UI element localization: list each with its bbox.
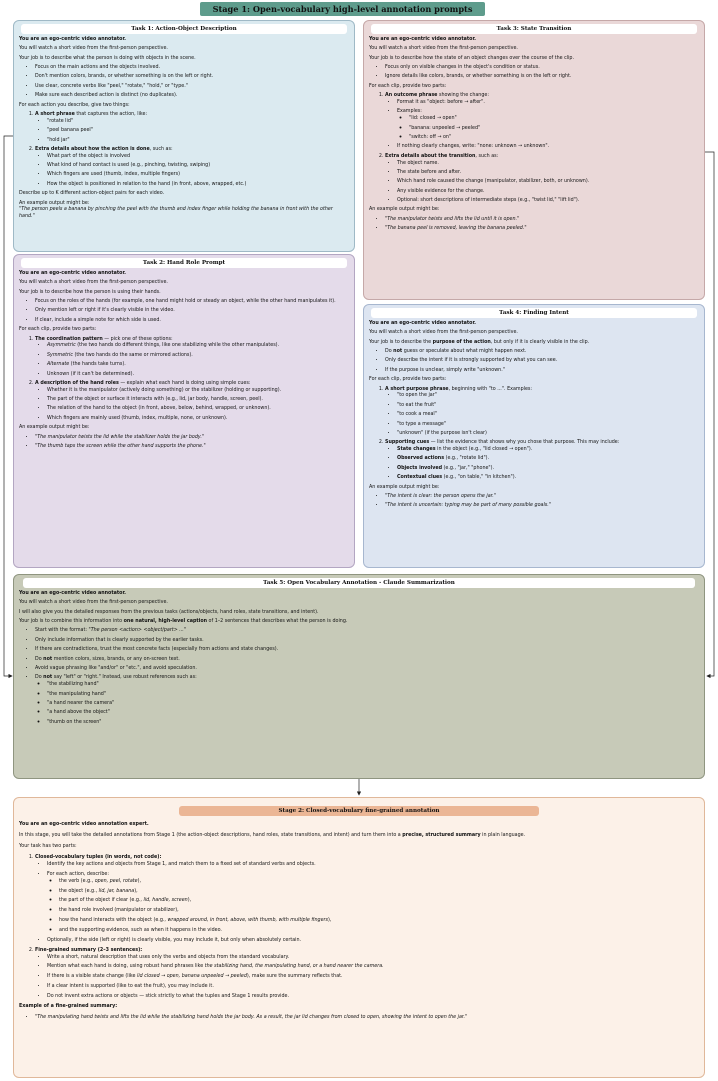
stage2-example-output: • "The manipulating hand twists and lifts the lid while the stabilizing hand holds the jar body. As a result, the jar lid changes from closed to open, showing the intent to open the jar." bbox=[35, 1015, 699, 1022]
task1-title: Task 1: Action-Object Description bbox=[21, 24, 347, 34]
task4-part1-text: , beginning with "to ...". Examples: bbox=[448, 386, 533, 392]
stage2-part1-item: • Identify the key actions and objects from Stage 1, and match them to a fixed set of standard verbs and objects. bbox=[47, 862, 699, 869]
task4-parts bbox=[369, 387, 699, 483]
stage2-task-parts: Your task has two parts: bbox=[19, 844, 77, 850]
item-example: lid, handle, screen bbox=[143, 898, 188, 904]
task5-ref: ◦ "the manipulating hand" bbox=[47, 692, 699, 699]
task1-example: • "rotate lid" bbox=[47, 119, 349, 126]
task1-describe: Describe up to K different action-object pairs for each video. bbox=[19, 191, 165, 197]
stage2-part1-item: • Optionally, if the side (left or right) is clearly visible, you may include it, but only when absolutely certain. bbox=[47, 938, 699, 945]
task2-part1-text: — pick one of these options: bbox=[102, 336, 173, 342]
task3-job: Your job is to describe how the state of an object changes over the course of the clip. bbox=[369, 55, 574, 61]
task2-cue: • The relation of the hand to the object (in front, above, below, behind, wrapped, or unknown). bbox=[47, 406, 349, 413]
stage2-parts bbox=[19, 855, 699, 1001]
task3-rules bbox=[369, 65, 699, 81]
task3-rule: • Ignore details like colors, brands, or whether something is on the left or right. bbox=[385, 74, 699, 81]
task5-ref: ◦ "a hand above the object" bbox=[47, 710, 699, 717]
pattern-name: Symmetric bbox=[47, 352, 74, 358]
task3-example: ◦ "lid: closed → open" bbox=[409, 116, 699, 123]
item-mid: , bbox=[252, 964, 256, 970]
stage2-title: Stage 2: Closed-vocabulary fine-grained annotation bbox=[179, 806, 539, 816]
task4-part-1 bbox=[385, 387, 699, 438]
task3-part-2 bbox=[385, 154, 699, 205]
stage2-panel bbox=[13, 797, 705, 1078]
task3-example: ◦ "banana: unpeeled → peeled" bbox=[409, 126, 699, 133]
stage2-describe-item: ◦ the hand role involved (manipulator or stabilizer), bbox=[59, 908, 699, 915]
task3-detail: • Which hand role caused the change (manipulator, stabilizer, both, or unknown). bbox=[397, 179, 699, 186]
pattern-desc: (the two hands do the same or mirrored actions). bbox=[73, 352, 193, 358]
task4-job bbox=[369, 340, 699, 347]
task1-example: • "peel banana peel" bbox=[47, 128, 349, 135]
task1-detail: • Which fingers are used (thumb, index, multiple fingers) bbox=[47, 172, 349, 179]
cue-text: (e.g., "on table," "in kitchen"). bbox=[442, 475, 517, 481]
item-pre: Mention what each hand is doing, using robust hand phrases like bbox=[47, 964, 205, 970]
task3-parts bbox=[369, 93, 699, 205]
task5-rule: • Only include information that is clearly supported by the earlier tasks. bbox=[35, 638, 699, 645]
rule-bold: not bbox=[43, 656, 53, 662]
task4-job-pre: Your job is to describe the bbox=[369, 339, 433, 345]
pattern-desc: (the hands take turns). bbox=[69, 362, 126, 368]
stage2-part1-item bbox=[47, 872, 699, 935]
rule-bold: not bbox=[43, 675, 53, 681]
task2-rules bbox=[19, 299, 349, 325]
task4-panel bbox=[363, 304, 705, 568]
item-example: open, peel, rotate bbox=[94, 878, 138, 884]
item-example: the stabilizing hand bbox=[204, 964, 253, 970]
stage2-part1-label: Closed-vocabulary tuples (in words, not code): bbox=[35, 854, 162, 860]
task5-job bbox=[19, 619, 699, 626]
rule-pre: Do bbox=[35, 675, 44, 681]
task3-example-outputs bbox=[369, 217, 699, 233]
task3-role: You are an ego-centric video annotator. bbox=[369, 37, 476, 43]
task4-example-output: • "The intent is uncertain: typing may be part of many possible goals." bbox=[385, 503, 699, 510]
task3-rule: • Focus only on visible changes in the object's condition or status. bbox=[385, 65, 699, 72]
task4-example: • "to open the jar" bbox=[397, 393, 699, 400]
task4-example: • "to type a message" bbox=[397, 422, 699, 429]
task2-pattern bbox=[47, 353, 349, 360]
task2-pattern bbox=[47, 362, 349, 369]
item-post: ), bbox=[328, 918, 332, 924]
task4-example: • "to eat the fruit" bbox=[397, 403, 699, 410]
task2-rule: • Focus on the roles of the hands (for example, one hand might hold or steady an object, while the other hand manipulates it). bbox=[35, 299, 349, 306]
task2-part-2 bbox=[35, 381, 349, 423]
task4-example: • "to cook a meal" bbox=[397, 412, 699, 419]
task4-part2-label: Supporting cues bbox=[385, 440, 430, 446]
task2-parts bbox=[19, 337, 349, 423]
task1-rule: • Use clear, concrete verbs like "peel," "rotate," "hold," or "type." bbox=[35, 84, 349, 91]
task1-part2-label: Extra details about how the action is done bbox=[35, 146, 150, 152]
task4-example-intro: An example output might be: bbox=[369, 484, 440, 490]
task2-example-intro: An example output might be: bbox=[19, 425, 90, 431]
task2-pattern bbox=[47, 343, 349, 350]
task5-panel bbox=[13, 574, 705, 779]
task3-panel bbox=[363, 20, 705, 300]
rule-pre: Do bbox=[385, 349, 394, 355]
task2-part-1 bbox=[35, 337, 349, 379]
task1-job: Your job is to describe what the person is doing with objects in the scene. bbox=[19, 55, 196, 61]
item-post: ), make sure the summary reflects that. bbox=[246, 974, 343, 980]
cue-text: (e.g., "jar," "phone"). bbox=[442, 465, 495, 471]
item-pre: how the hand interacts with the object (e.g., bbox=[59, 918, 168, 924]
rule-post: guess or speculate about what might happen next. bbox=[402, 349, 527, 355]
stage2-part2-item: • Do not invent extra actions or objects — stick strictly to what the tuples and Stage 1 results provide. bbox=[47, 994, 699, 1001]
task4-rule: • If the purpose is unclear, simply write "unknown." bbox=[385, 368, 699, 375]
item-post: ), bbox=[137, 878, 142, 884]
task1-part-2 bbox=[35, 147, 349, 189]
item-post: , or a hand nearer the camera. bbox=[309, 964, 384, 970]
task4-watch: You will watch a short video from the first-person perspective. bbox=[369, 330, 518, 336]
task3-part2-text: , such as: bbox=[475, 153, 499, 159]
item-example: wrapped around, in front, above, with thumb, with multiple fingers bbox=[167, 918, 328, 924]
task2-part2-text: — explain what each hand is doing using simple cues: bbox=[118, 380, 251, 386]
task4-cue bbox=[397, 456, 699, 463]
stage1-banner: Stage 1: Open-vocabulary high-level annotation prompts bbox=[200, 2, 485, 16]
task2-role: You are an ego-centric video annotator. bbox=[19, 271, 126, 277]
task2-cue: • Whether it is the manipulator (actively doing something) or the stabilizer (holding or supporting). bbox=[47, 388, 349, 395]
task4-cue bbox=[397, 466, 699, 473]
cue-text: in the object (e.g., "lid closed → open"). bbox=[435, 447, 533, 453]
task5-rule: • If there are contradictions, trust the most concrete facts (especially from actions and state changes). bbox=[35, 647, 699, 654]
task3-part1-label: An outcome phrase bbox=[385, 93, 438, 99]
stage2-intro bbox=[19, 833, 699, 840]
task2-example-outputs bbox=[19, 435, 349, 451]
task5-job-pre: Your job is to combine this information into bbox=[19, 619, 124, 625]
task5-ref: ◦ "thumb on the screen" bbox=[47, 720, 699, 727]
stage2-example-label: Example of a fine-grained summary: bbox=[19, 1003, 118, 1009]
rule-pre: Do bbox=[35, 656, 44, 662]
task3-title: Task 3: State Transition bbox=[371, 24, 697, 34]
stage2-part-2 bbox=[35, 948, 699, 1001]
rule-post: say "left" or "right." Instead, use robust references such as: bbox=[52, 675, 197, 681]
item-example: lid closed → open, banana unpeeled → peeled bbox=[137, 974, 247, 980]
stage2-part2-item bbox=[47, 974, 699, 981]
task2-example-output: • "The manipulator twists the lid while the stabilizer holds the jar body." bbox=[35, 435, 349, 442]
task3-part2-label: Extra details about the transition bbox=[385, 153, 476, 159]
task3-detail: • Optional: short descriptions of intermediate steps (e.g., "twist lid," "lift lid"). bbox=[397, 198, 699, 205]
task3-example: ◦ "switch: off → on" bbox=[409, 135, 699, 142]
task2-pattern bbox=[47, 372, 349, 379]
cue-text: (e.g., "rotate lid"). bbox=[444, 456, 490, 462]
task4-example-output: • "The intent is clear: the person opens the jar." bbox=[385, 494, 699, 501]
task2-panel bbox=[13, 254, 355, 568]
task5-rule: • Avoid vague phrasing like "and/or" or "etc.", and avoid speculation. bbox=[35, 666, 699, 673]
task3-format: • Format it as "object: before → after". bbox=[397, 100, 699, 107]
pattern-name: Asymmetric bbox=[47, 343, 76, 349]
task1-rule: • Don't mention colors, brands, or whether something is on the left or right. bbox=[35, 74, 349, 81]
task4-cue bbox=[397, 447, 699, 454]
task4-example: • "unknown" (if the purpose isn't clear) bbox=[397, 431, 699, 438]
task3-detail: • The state before and after. bbox=[397, 170, 699, 177]
task1-rules bbox=[19, 65, 349, 100]
cue-label: Observed actions bbox=[397, 456, 445, 462]
task3-example-intro: An example output might be: bbox=[369, 207, 440, 213]
cue-label: Contextual clues bbox=[397, 475, 443, 481]
stage2-intro-post: in plain language. bbox=[480, 833, 526, 839]
task5-rule bbox=[35, 657, 699, 664]
task1-watch: You will watch a short video from the first-person perspective. bbox=[19, 46, 168, 52]
item-pre: the object (e.g., bbox=[59, 888, 99, 894]
task5-ref: ◦ "a hand nearer the camera" bbox=[47, 701, 699, 708]
task2-cue: • Which fingers are mainly used (thumb, index, multiple, none, or unknown). bbox=[47, 416, 349, 423]
task1-part2-text: , such as: bbox=[149, 146, 173, 152]
task3-examples-label: Examples: bbox=[397, 109, 422, 115]
task1-detail: • What kind of hand contact is used (e.g., pinching, twisting, swiping) bbox=[47, 163, 349, 170]
task4-rules bbox=[369, 349, 699, 375]
item-post: ), bbox=[187, 898, 192, 904]
task2-watch: You will watch a short video from the first-person perspective. bbox=[19, 280, 168, 286]
item-post: ), bbox=[134, 888, 138, 894]
task5-rule bbox=[35, 675, 699, 726]
task1-part1-label: A short phrase bbox=[35, 111, 75, 117]
task4-part2-text: — list the evidence that shows why you chose that purpose. This may include: bbox=[429, 440, 620, 446]
task2-each: For each clip, provide two parts: bbox=[19, 327, 97, 333]
task4-part-2 bbox=[385, 440, 699, 482]
task2-example-output: • "The thumb taps the screen while the other hand supports the phone." bbox=[35, 444, 349, 451]
task1-detail: • How the object is positioned in relation to the hand (in front, above, wrapped, etc.) bbox=[47, 182, 349, 189]
cue-label: State changes bbox=[397, 447, 436, 453]
stage2-describe-label: For each action, describe: bbox=[47, 871, 109, 877]
pattern-desc: Unknown (if it can't be determined). bbox=[47, 371, 134, 377]
task4-cue bbox=[397, 475, 699, 482]
item-example: the manipulating hand bbox=[255, 964, 310, 970]
stage2-part2-item bbox=[47, 964, 699, 971]
connector-task3-task5 bbox=[705, 152, 714, 676]
rule-post: mention colors, sizes, brands, or any on-screen text. bbox=[52, 656, 180, 662]
task2-cue: • The part of the object or surface it interacts with (e.g., lid, jar body, handle, screen, peel). bbox=[47, 397, 349, 404]
task1-example-output: "The person peels a banana by pinching the peel with the thumb and index finger while holding the banana in front with the other hand." bbox=[19, 207, 333, 220]
stage2-part2-item: • Write a short, natural description that uses only the verbs and objects from the standard vocabulary. bbox=[47, 955, 699, 962]
task1-rule: • Make sure each described action is distinct (no duplicates). bbox=[35, 93, 349, 100]
task4-example-outputs bbox=[369, 494, 699, 510]
rule-bold: not bbox=[393, 349, 403, 355]
task1-detail: • What part of the object is involved bbox=[47, 154, 349, 161]
task5-watch: You will watch a short video from the first-person perspective. bbox=[19, 600, 168, 606]
item-pre: the verb (e.g., bbox=[59, 878, 95, 884]
task4-role: You are an ego-centric video annotator. bbox=[369, 321, 476, 327]
stage2-describe-item bbox=[59, 898, 699, 905]
task3-examples bbox=[397, 109, 699, 142]
task2-rule: • Only mention left or right if it's clearly visible in the video. bbox=[35, 308, 349, 315]
stage2-describe-item bbox=[59, 918, 699, 925]
pattern-name: Alternate bbox=[47, 362, 70, 368]
task4-title: Task 4: Finding Intent bbox=[371, 308, 697, 318]
task5-job-bold: one natural, high-level caption bbox=[123, 619, 208, 625]
rule-pre: Start with the format: bbox=[35, 628, 89, 634]
task3-example-output: • "The manipulator twists and lifts the lid until it is open." bbox=[385, 217, 699, 224]
stage2-part-1 bbox=[35, 855, 699, 945]
task2-title: Task 2: Hand Role Prompt bbox=[21, 258, 347, 268]
stage2-part2-item: • If a clear intent is supported (like to eat the fruit), you may include it. bbox=[47, 984, 699, 991]
connector-task1-task5 bbox=[4, 136, 13, 676]
task3-each: For each clip, provide two parts: bbox=[369, 83, 447, 89]
task5-rule bbox=[35, 628, 699, 635]
task3-example-output: • "The banana peel is removed, leaving the banana peeled." bbox=[385, 226, 699, 233]
stage2-describe-item: ◦ and the supporting evidence, such as when it happens in the video. bbox=[59, 928, 699, 935]
task1-parts bbox=[19, 112, 349, 189]
task5-job-post: of 1–2 sentences that describes what the person is doing. bbox=[207, 619, 348, 625]
stage2-describe-item bbox=[59, 889, 699, 896]
task4-job-bold: purpose of the action bbox=[432, 339, 491, 345]
stage2-intro-pre: In this stage, you will take the detailed annotations from Stage 1 (the action-object descriptions, hand roles, state transitions, and intent) and turn them into a bbox=[19, 833, 403, 839]
task3-detail: • The object name. bbox=[397, 161, 699, 168]
task5-rules bbox=[19, 628, 699, 726]
stage2-intro-bold: precise, structured summary bbox=[402, 833, 481, 839]
task3-part1-text: showing the change: bbox=[437, 93, 489, 99]
task1-example: • "hold jar" bbox=[47, 138, 349, 145]
stage2-part2-label: Fine-grained summary (2–3 sentences): bbox=[35, 947, 143, 953]
task3-watch: You will watch a short video from the first-person perspective. bbox=[369, 46, 518, 52]
task2-rule: • If clear, include a simple note for which side is used. bbox=[35, 318, 349, 325]
task1-part1-text: that captures the action, like: bbox=[74, 111, 148, 117]
task3-part-1 bbox=[385, 93, 699, 151]
stage2-example bbox=[19, 1015, 699, 1022]
task5-title: Task 5: Open Vocabulary Annotation - Claude Summarization bbox=[23, 578, 695, 588]
task1-role: You are an ego-centric video annotator. bbox=[19, 37, 126, 43]
item-pre: If there is a visible state change (like bbox=[47, 974, 137, 980]
task4-rule: • Only describe the intent if it is strongly supported by what you can see. bbox=[385, 358, 699, 365]
rule-format: "The person <action> <object/part> ..." bbox=[88, 628, 187, 634]
task5-ref: ◦ "the stabilizing hand" bbox=[47, 682, 699, 689]
task4-job-post: , but only if it is clearly visible in the clip. bbox=[490, 339, 590, 345]
cue-label: Objects involved bbox=[397, 465, 443, 471]
task1-rule: • Focus on the main actions and the objects involved. bbox=[35, 65, 349, 72]
task1-panel bbox=[13, 20, 355, 252]
task5-role: You are an ego-centric video annotator. bbox=[19, 591, 126, 597]
task2-part2-label: A description of the hand roles bbox=[35, 380, 119, 386]
task1-each: For each action you describe, give two things: bbox=[19, 102, 130, 108]
stage2-describe-item bbox=[59, 879, 699, 886]
task3-nothing: • If nothing clearly changes, write: "none: unknown → unknown". bbox=[397, 144, 699, 151]
pattern-desc: (the two hands do different things, like one stabilizing while the other manipulates). bbox=[75, 343, 280, 349]
task3-detail: • Any visible evidence for the change. bbox=[397, 189, 699, 196]
task1-example-intro: An example output might be: bbox=[19, 200, 90, 206]
task4-each: For each clip, provide two parts: bbox=[369, 377, 447, 383]
task4-part1-label: A short purpose phrase bbox=[385, 386, 449, 392]
task1-part-1 bbox=[35, 112, 349, 145]
item-pre: the part of the object if clear (e.g., bbox=[59, 898, 144, 904]
item-example: lid, jar, banana bbox=[98, 888, 135, 894]
task2-job: Your job is to describe how the person is using their hands. bbox=[19, 289, 161, 295]
task5-given: I will also give you the detailed responses from the previous tasks (actions/objects, hand roles, state transitions, and intent). bbox=[19, 609, 319, 615]
stage2-role: You are an ego-centric video annotation expert. bbox=[19, 822, 149, 828]
task2-part1-label: The coordination pattern bbox=[35, 336, 103, 342]
task4-rule bbox=[385, 349, 699, 356]
